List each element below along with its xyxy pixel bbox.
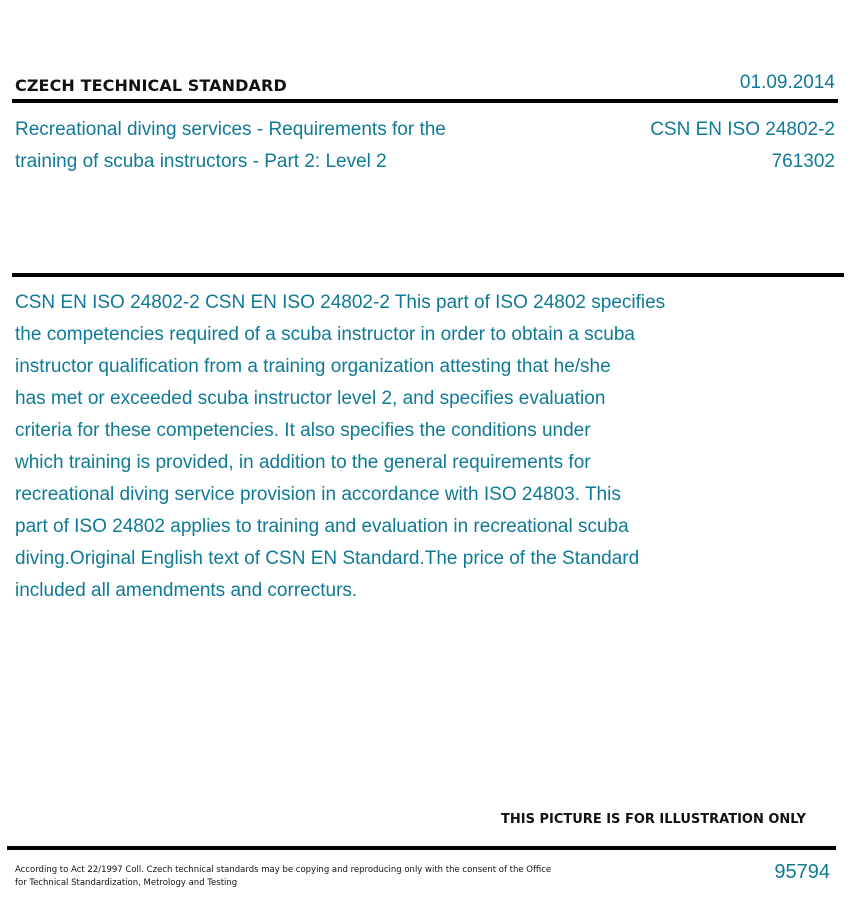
illustration-disclaimer: THIS PICTURE IS FOR ILLUSTRATION ONLY: [501, 812, 806, 827]
document-title-line-2: training of scuba instructors - Part 2: Level 2: [15, 151, 387, 172]
footer-divider: [7, 846, 836, 850]
publication-date: 01.09.2014: [739, 72, 835, 93]
legal-notice-line-1: According to Act 22/1997 Coll. Czech technical standards may be copying and reproducing only with the consent of the Office: [15, 865, 552, 875]
legal-notice-line-2: for Technical Standardization, Metrology and Testing: [15, 878, 238, 888]
document-identifiers: [650, 114, 835, 178]
abstract-text: CSN EN ISO 24802-2 CSN EN ISO 24802-2 This part of ISO 24802 specifies the competencies required of a scuba instructor in order to obtain a scuba instructor qualification from a training organization attesting that he/she has met or exceeded scuba instructor level 2, and specifies evaluation criteria for these competencies. It also specifies the conditions under which training is provided, in addition to the general requirements for recreational diving service provision in accordance with ISO 24803. This part of ISO 24802 applies to training and evaluation in recreational scuba diving.Original English text of CSN EN Standard.The price of the Standard included all amendments and correcturs.: [15, 292, 666, 601]
standard-code: CSN EN ISO 24802-2: [650, 119, 835, 140]
class-number: 761302: [771, 151, 835, 172]
header-divider: [12, 99, 838, 103]
standard-type-heading: CZECH TECHNICAL STANDARD: [15, 76, 287, 95]
legal-notice: [15, 864, 585, 890]
section-divider: [12, 273, 844, 277]
document-title-line-1: Recreational diving services - Requirements for the: [15, 119, 446, 140]
document-title: [15, 114, 535, 178]
catalog-number: 95794: [774, 861, 830, 883]
